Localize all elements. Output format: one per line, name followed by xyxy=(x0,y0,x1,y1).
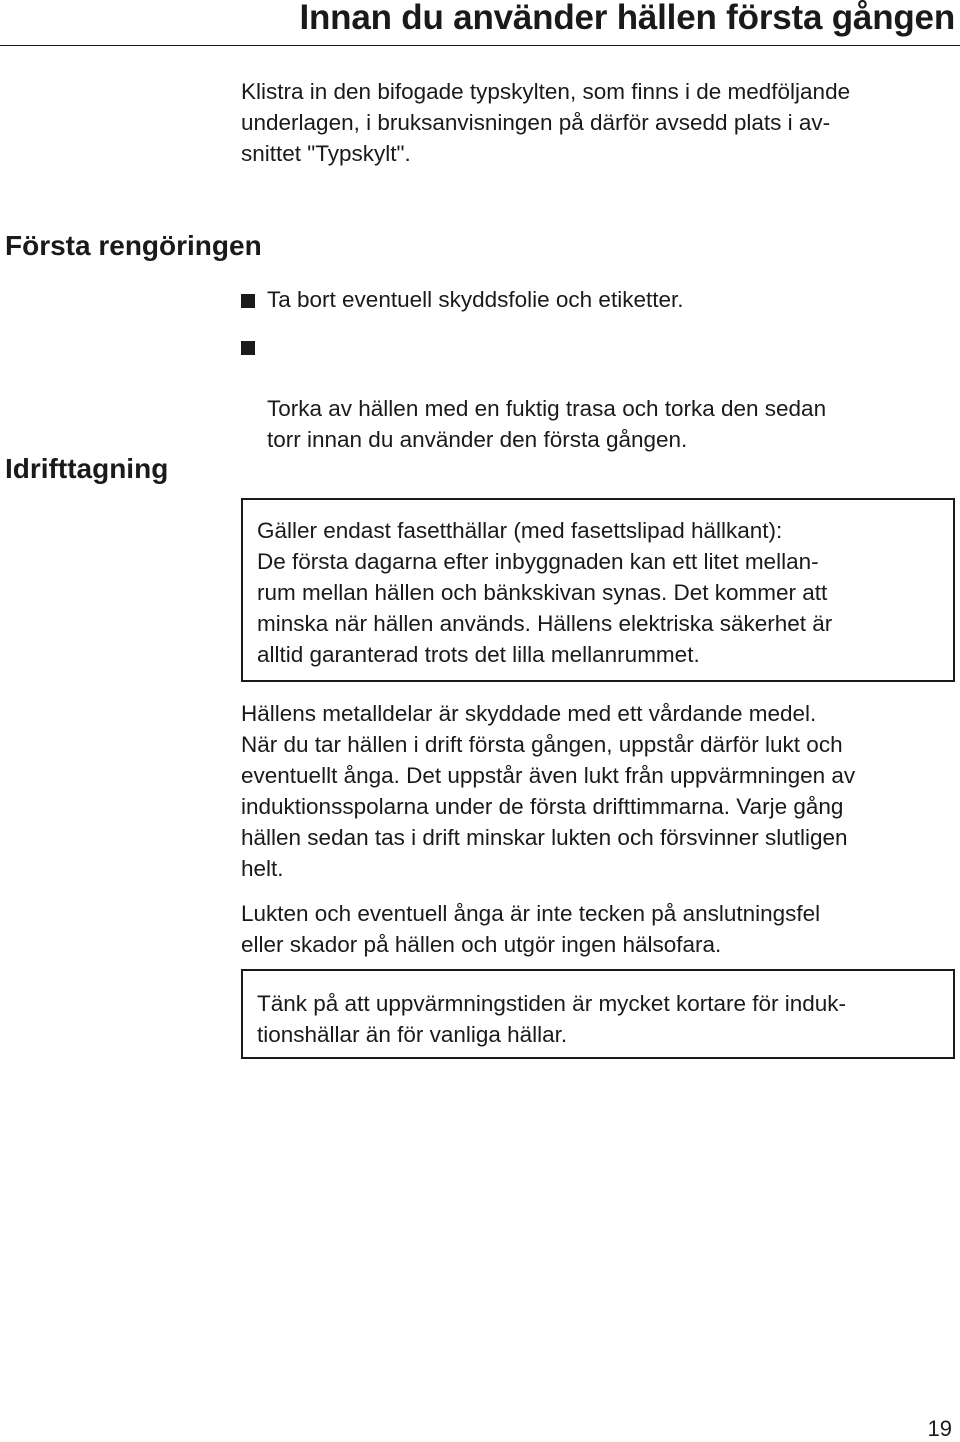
section-heading-forsta-rengoringen: Första rengöringen xyxy=(5,230,262,261)
list-item-text: Ta bort eventuell skyddsfolie och etiketter. xyxy=(267,287,684,312)
page-title: Innan du använder hällen första gången xyxy=(299,0,955,37)
title-divider xyxy=(0,45,960,46)
list-item-text: Torka av hällen med en fuktig trasa och torka den sedan torr innan du använder den första gången. xyxy=(267,396,827,452)
odor-paragraph: Hällens metalldelar är skyddade med ett vårdande medel. När du tar hällen i drift första gången, uppstår därför lukt och eventuellt ånga. Det uppstår även lukt från uppvärmningen av induktionsspolarna under de första drifttimmarna. Varje gång hällen sedan tas i drift minskar lukten och försvinner slutligen helt. xyxy=(241,701,856,881)
note-box-fasetthallar xyxy=(241,498,955,682)
note-box-uppvarmningstid xyxy=(241,969,955,1059)
note-text: Tänk på att uppvärmningstiden är mycket kortare för induk- tionshällar än för vanliga hällar. xyxy=(257,991,847,1047)
section-heading-idrifttagning: Idrifttagning xyxy=(5,453,169,484)
page-number: 19 xyxy=(927,1416,952,1441)
cleaning-steps-list xyxy=(241,284,956,471)
square-bullet-icon xyxy=(241,341,255,355)
safety-paragraph: Lukten och eventuell ånga är inte tecken på anslutningsfel eller skador på hällen och utgör ingen hälsofara. xyxy=(241,901,821,957)
list-item xyxy=(241,284,956,315)
square-bullet-icon xyxy=(241,294,255,308)
note-text: Gäller endast fasetthällar (med fasettslipad hällkant): De första dagarna efter inbyggnaden kan ett litet mellan- rum mellan hällen och bänkskivan synas. Det kommer att minska när hällen används. Hällens elektriska säkerhet är alltid garanterad trots det lilla mellanrummet. xyxy=(257,518,833,667)
intro-paragraph: Klistra in den bifogade typskylten, som finns i de medföljande underlagen, i bruksanvisningen på därför avsedd plats i av- snittet "Typskylt". xyxy=(241,79,851,166)
list-item xyxy=(241,331,956,455)
